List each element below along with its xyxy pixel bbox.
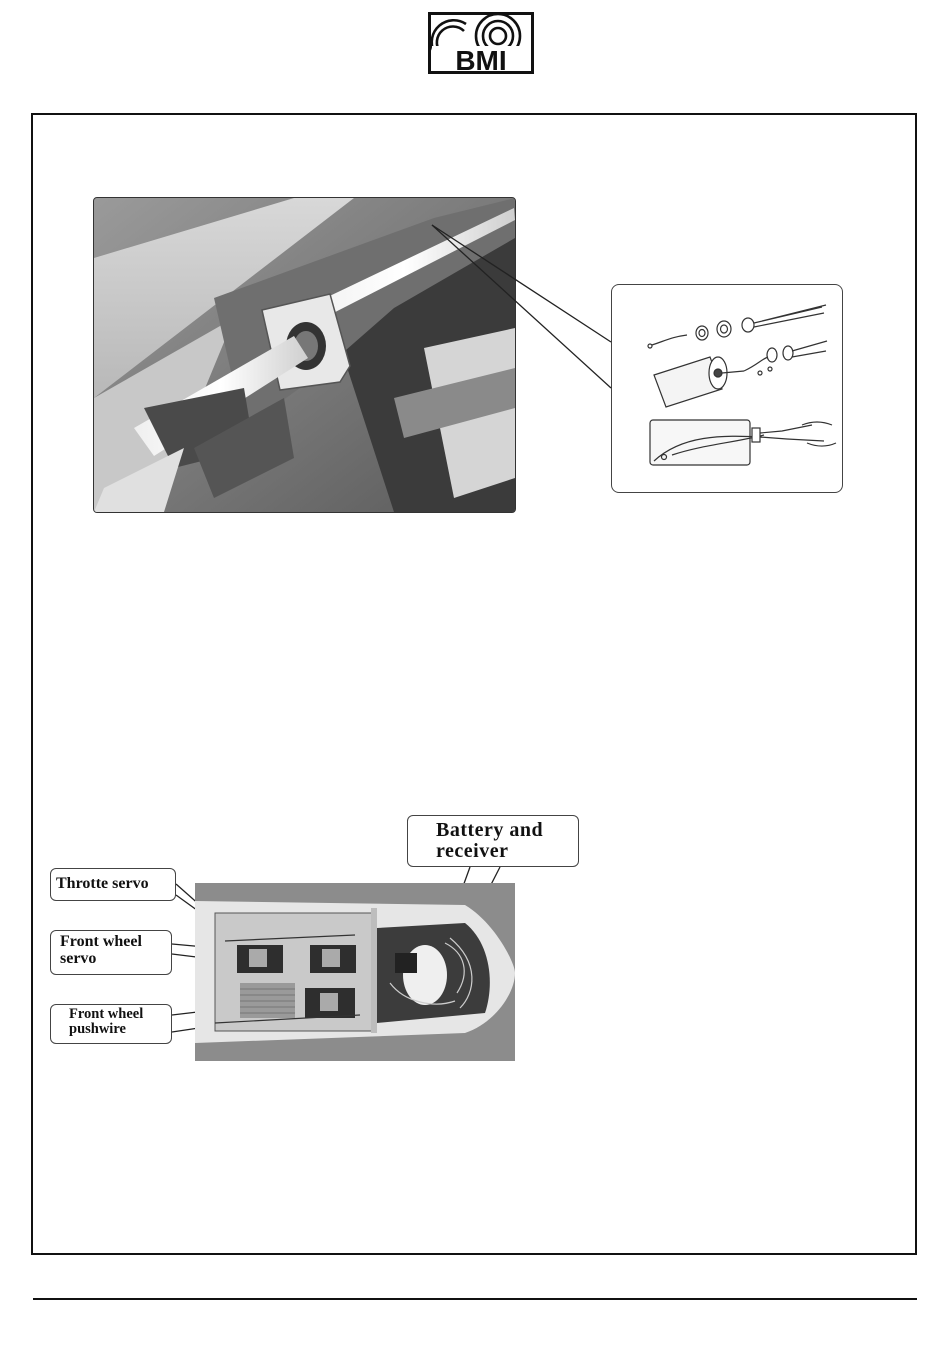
bmi-logo bbox=[428, 12, 534, 74]
motor-mount-photo bbox=[93, 197, 516, 513]
battery-label-line2: receiver bbox=[436, 840, 509, 862]
footer-rule bbox=[33, 1298, 917, 1300]
battery-label-line1: Battery and bbox=[436, 819, 544, 841]
pushwire-label-line2: pushwire bbox=[69, 1021, 126, 1038]
front-servo-label-line2: servo bbox=[60, 949, 97, 967]
front-wheel-servo-label bbox=[50, 930, 172, 975]
logo-text: BMI bbox=[455, 45, 507, 74]
throttle-servo-label: Throtte servo bbox=[50, 868, 176, 901]
fuselage-interior-photo bbox=[195, 883, 515, 1061]
pushwire-label-line1: Front wheel bbox=[69, 1006, 144, 1022]
front-wheel-pushwire-label bbox=[50, 1004, 172, 1044]
motor-parts-drawing bbox=[611, 284, 843, 493]
front-servo-label-line1: Front wheel bbox=[60, 933, 142, 950]
battery-receiver-label bbox=[407, 815, 579, 867]
